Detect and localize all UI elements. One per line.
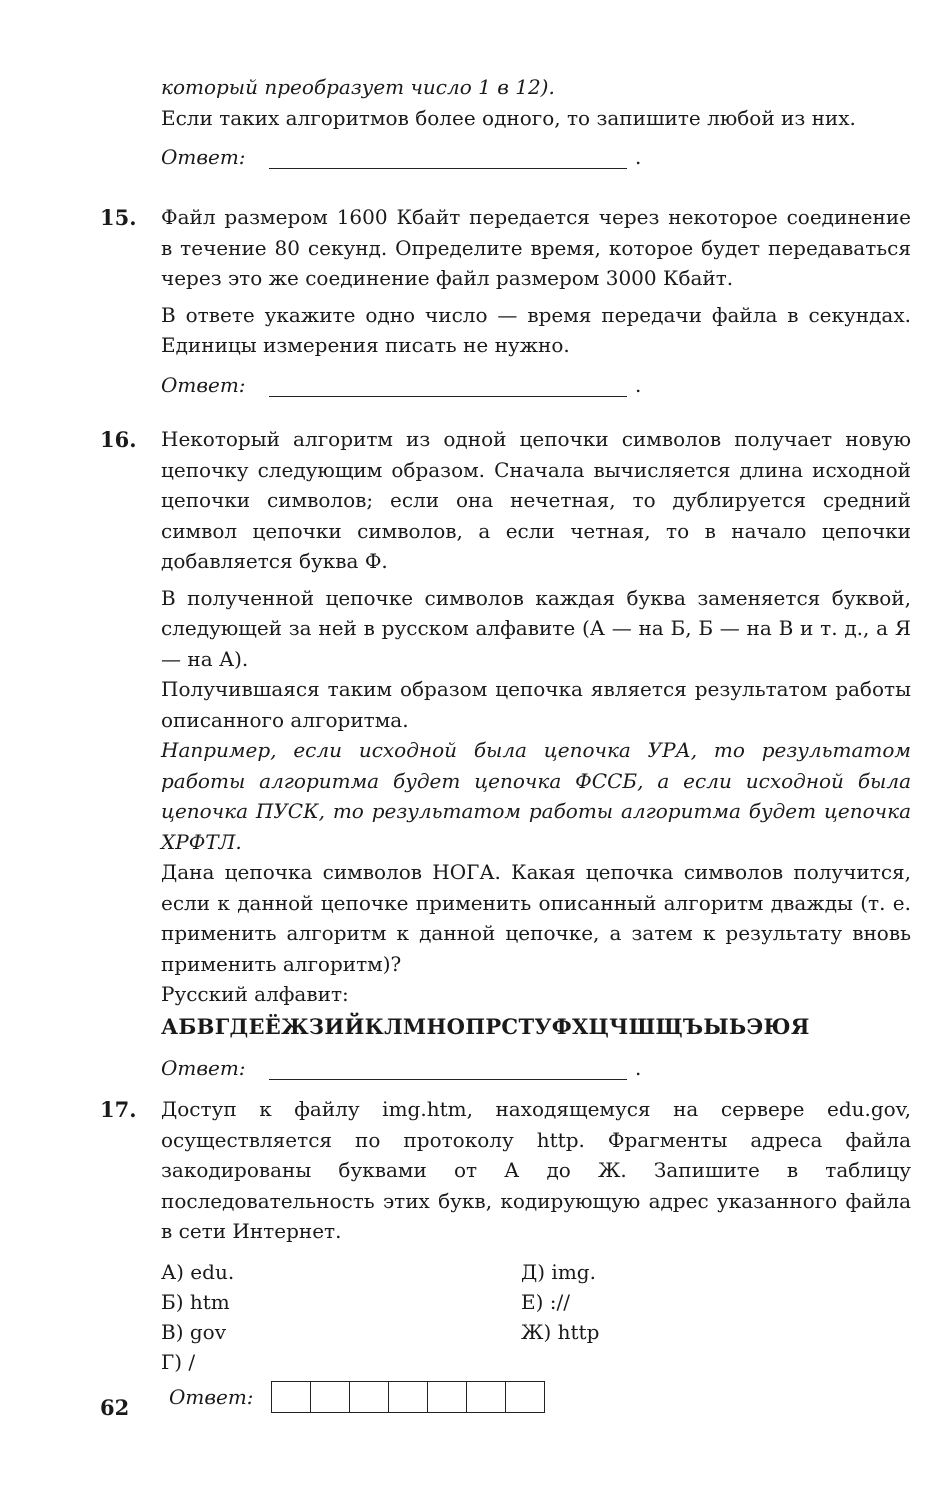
answer-label: Ответ: — [161, 145, 246, 169]
task16-answer-row — [161, 1044, 911, 1080]
answer-label: Ответ: — [161, 1055, 246, 1080]
answer-cells-table — [271, 1381, 545, 1413]
intro-line-1: который преобразует число 1 в 12). — [161, 75, 555, 99]
answer-label: Ответ: — [161, 372, 246, 397]
task14-answer-row — [161, 133, 921, 169]
answer-cell[interactable] — [467, 1382, 506, 1412]
task-17 — [100, 1094, 920, 1413]
task17-paragraph-1: Доступ к файлу img.htm, находящемуся на сервере edu.gov, осуществляется по протоколу http. Фрагменты адреса файла закодированы буквами от А до Ж. Запишите в таблицу последовательность этих букв, кодирующую адрес указанного файла в сети Интернет. — [161, 1097, 911, 1243]
answer-cell[interactable] — [350, 1382, 389, 1412]
task-15 — [100, 202, 920, 397]
task16-paragraph-2: В полученной цепочке символов каждая буква заменяется буквой, следующей за ней в русском алфавите (А — на Б, Б — на В и т. д., а Я — на А). — [161, 585, 911, 671]
task16-example: Например, если исходной была цепочка УРА, то результатом работы алгоритма будет цепочка ФССБ, а если исходной была цепочка ПУСК, то результатом работы алгоритма будет цепочка ХРФТЛ. — [161, 738, 911, 854]
option-b: Б) htm — [161, 1289, 230, 1314]
answer-cell[interactable] — [506, 1382, 544, 1412]
option-a: А) edu. — [161, 1259, 235, 1284]
answer-label: Ответ: — [169, 1384, 254, 1409]
task-number: 16. — [100, 427, 137, 452]
option-v: В) gov — [161, 1319, 226, 1344]
task15-answer-row — [161, 361, 911, 397]
answer-dot: . — [635, 372, 642, 397]
task-16 — [100, 424, 920, 1080]
option-zh: Ж) http — [521, 1319, 600, 1344]
task14-ending — [161, 72, 921, 169]
answer-dot: . — [635, 1055, 642, 1080]
task16-paragraph-3: Получившаяся таким образом цепочка является результатом работы описанного алгоритма. — [161, 677, 911, 732]
task16-answer-field[interactable] — [269, 1057, 627, 1080]
russian-alphabet: АБВГДЕЁЖЗИЙКЛМНОПРСТУФХЦЧШЩЪЫЬЭЮЯ — [161, 1013, 810, 1039]
task15-answer-field[interactable] — [269, 374, 627, 397]
answer-cell[interactable] — [272, 1382, 311, 1412]
alphabet-label: Русский алфавит: — [161, 982, 349, 1006]
page-number: 62 — [100, 1395, 130, 1420]
task16-paragraph-1: Некоторый алгоритм из одной цепочки символов получает новую цепочку следующим образом. Сначала вычисляется длина исходной цепочки символов; если она нечетная, то дублируется средний символ цепочки символов, а если четная, то в начало цепочки добавляется буква Ф. — [161, 427, 911, 573]
option-d: Д) img. — [521, 1259, 596, 1284]
task15-paragraph-1: Файл размером 1600 Кбайт передается через некоторое соединение в течение 80 секунд. Определите время, которое будет передаваться через это же соединение файл размером 3000 Кбайт. — [161, 205, 911, 290]
task16-question: Дана цепочка символов НОГА. Какая цепочка символов получится, если к данной цепочке применить описанный алгоритм дважды (т. е. применить алгоритм к данной цепочке, а затем к результату вновь применить алгоритм)? — [161, 860, 911, 976]
task14-answer-field[interactable] — [269, 146, 627, 169]
intro-line-2: Если таких алгоритмов более одного, то запишите любой из них. — [161, 105, 856, 130]
task-number: 17. — [100, 1097, 137, 1122]
option-e: Е) :// — [521, 1289, 570, 1314]
answer-dot: . — [635, 145, 642, 169]
answer-cell[interactable] — [389, 1382, 428, 1412]
task15-paragraph-2: В ответе укажите одно число — время передачи файла в секундах. Единицы измерения писать не нужно. — [161, 302, 911, 357]
answer-cell[interactable] — [428, 1382, 467, 1412]
answer-cell[interactable] — [311, 1382, 350, 1412]
task-number: 15. — [100, 205, 137, 230]
option-g: Г) / — [161, 1349, 196, 1374]
url-fragment-options — [161, 1257, 911, 1377]
task17-answer-row — [169, 1381, 911, 1413]
